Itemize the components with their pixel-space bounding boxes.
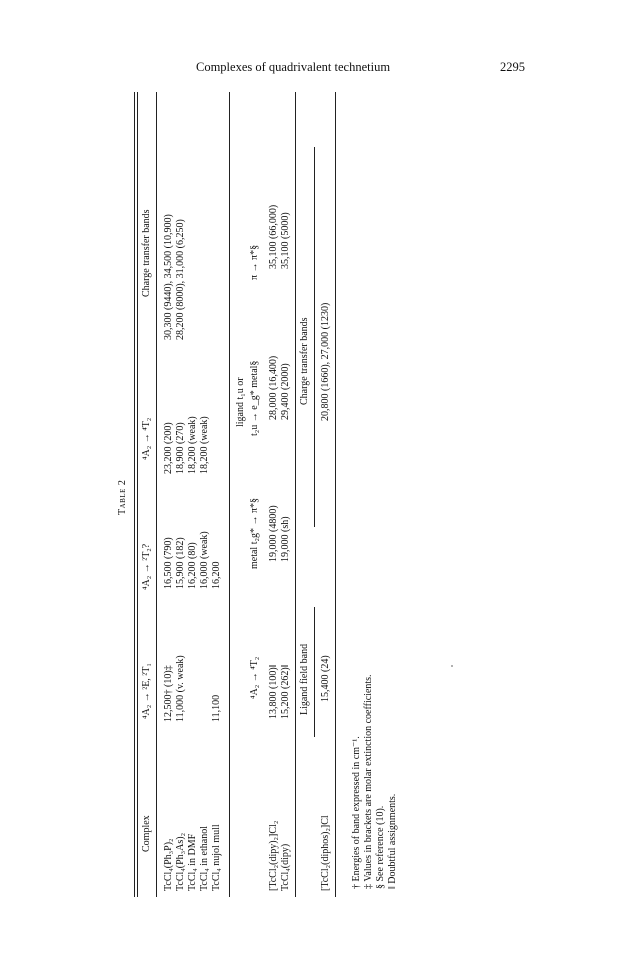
cell-value: 15,900 (182) <box>175 537 186 589</box>
header-col4-line2: t₂u → e_g* metal§ <box>249 360 260 436</box>
subheader-rule <box>314 607 315 737</box>
footnote: § See reference (10). <box>375 805 386 889</box>
cell-complex: [TcCl₂(diphos)₂]Cl <box>320 815 331 891</box>
footnote: † Energies of band expressed in cm⁻¹. <box>351 736 362 889</box>
header-col3: metal t₂g* → π*§ <box>249 497 260 569</box>
rotated-table <box>117 82 342 897</box>
table-top-rule-2 <box>137 92 138 897</box>
cell-complex: TcCl₄ nujol mull <box>211 824 222 891</box>
cell-value: 28,000 (16,400) <box>268 355 279 420</box>
table-caption: Table 2 <box>117 479 128 515</box>
header-col4: ligand t₁u or <box>235 377 246 427</box>
cell-value: 15,200 (262)‖ <box>280 664 291 719</box>
footnotes <box>347 597 407 897</box>
header-col4: ⁴A₂ → ⁴T₂ <box>141 417 152 460</box>
cell-value: 28,200 (8000), 31,000 (6,250) <box>175 219 186 340</box>
header-charge-transfer: Charge transfer bands <box>299 317 310 405</box>
header-col2: ⁴A₂ → ²E, ²T₁ <box>141 663 152 719</box>
cell-value: 16,200 (80) <box>187 542 198 589</box>
cell-value: 23,200 (200) <box>163 422 174 474</box>
header-col5: π → π*§ <box>249 244 260 280</box>
cell-value: 30,300 (9440), 34,500 (10,900) <box>163 214 174 340</box>
cell-complex: TcCl₄ in DMF <box>187 833 198 891</box>
footnote: ‡ Values in brackets are molar extinction coefficients. <box>363 674 374 889</box>
cell-value: 18,200 (weak) <box>187 416 198 474</box>
cell-value: 16,500 (790) <box>163 537 174 589</box>
header-complex: Complex <box>141 815 152 852</box>
cell-value: 35,100 (5000) <box>280 212 291 269</box>
table-top-rule <box>134 92 135 897</box>
cell-value: 35,100 (66,000) <box>268 204 279 269</box>
cell-value: 18,200 (weak) <box>199 416 210 474</box>
cell-value: 18,900 (270) <box>175 422 186 474</box>
cell-value: 11,100 <box>211 694 222 722</box>
header-col3: ⁴A₂ → ²T₂? <box>141 543 152 590</box>
cell-complex: TcCl₄(Ph₃As)₂ <box>175 832 186 891</box>
running-title: Complexes of quadrivalent technetium <box>196 60 391 74</box>
cell-value: 19,000 (4800) <box>268 505 279 562</box>
section-rule <box>229 92 230 897</box>
cell-complex: TcCl₄(dipy) <box>280 843 291 891</box>
cell-value: 16,200 <box>211 561 222 589</box>
header-rule <box>156 92 157 897</box>
header-col5: Charge transfer bands <box>141 209 152 297</box>
cell-value: 20,800 (1660), 27,000 (1230) <box>320 302 331 421</box>
header-col2: ⁴A₂ → ⁴T₂ <box>249 656 260 699</box>
cell-value: 11,000 (v. weak) <box>175 655 186 722</box>
subheader-rule <box>314 147 315 527</box>
cell-value: 13,800 (100)‖ <box>268 664 279 719</box>
footnote: ‖ Doubtful assignments. <box>387 793 398 889</box>
section-rule <box>295 92 296 897</box>
table-bottom-rule <box>335 92 336 897</box>
cell-complex: [TcCl₂(dipy)₂]Cl₂ <box>268 820 279 891</box>
page-number: 2295 <box>500 60 525 74</box>
stray-mark <box>451 665 453 667</box>
cell-complex: TcCl₄(Ph₃P)₂ <box>163 838 174 891</box>
cell-complex: TcCl₄ in ethanol <box>199 826 210 891</box>
cell-value: 19,000 (sh) <box>280 516 291 562</box>
cell-value: 12,500† (10)‡ <box>163 665 174 722</box>
cell-value: 29,400 (2000) <box>280 363 291 420</box>
header-ligand-field: Ligand field band <box>299 643 310 715</box>
cell-value: 15,400 (24) <box>320 655 331 702</box>
cell-value: 16,000 (weak) <box>199 531 210 589</box>
